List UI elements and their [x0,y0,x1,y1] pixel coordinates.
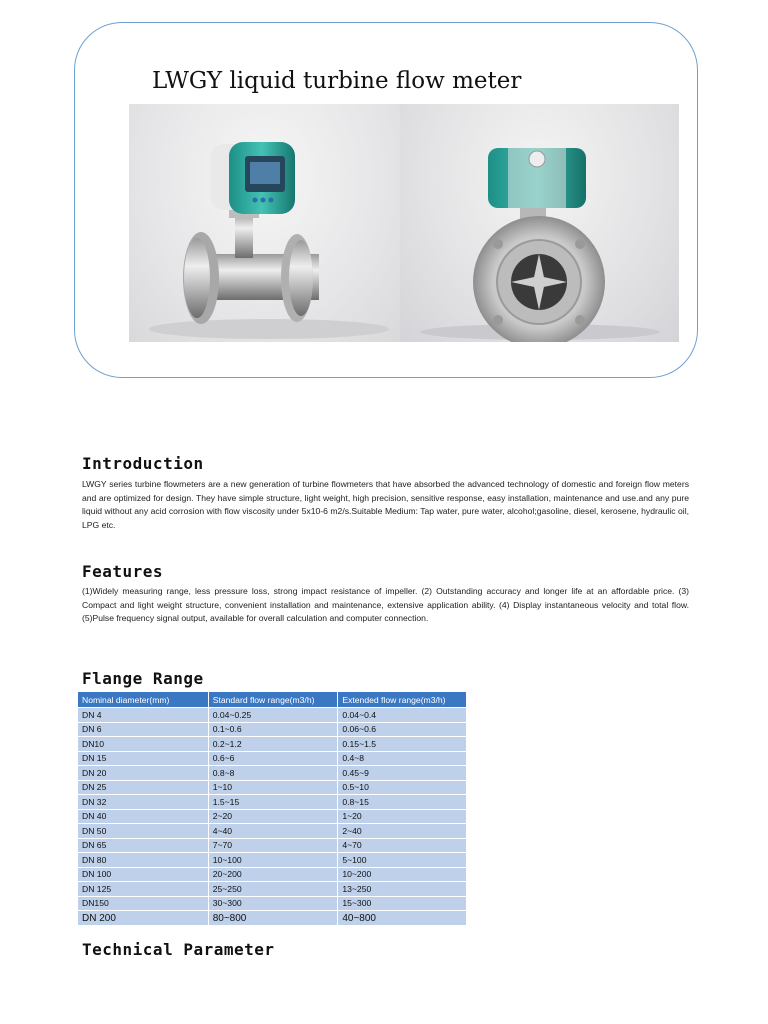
table-cell: 0.8~15 [338,795,467,810]
table-cell: 0.8~8 [208,766,338,781]
table-cell: DN 200 [78,911,209,926]
table-cell: DN 6 [78,722,209,737]
table-cell: DN 25 [78,780,209,795]
table-cell: 0.1~0.6 [208,722,338,737]
table-cell: 0.15~1.5 [338,737,467,752]
table-cell: DN150 [78,896,209,911]
table-cell: 10~200 [338,867,467,882]
technical-parameter-heading: Technical Parameter [82,940,275,959]
table-row [78,896,467,911]
table-row [78,737,467,752]
product-photo-front [400,104,679,342]
table-row [78,722,467,737]
table-cell: DN 50 [78,824,209,839]
table-cell: 0.6~6 [208,751,338,766]
table-cell: DN 15 [78,751,209,766]
table-row [78,853,467,868]
table-cell: 30~300 [208,896,338,911]
table-cell: DN 80 [78,853,209,868]
table-cell: 0.06~0.6 [338,722,467,737]
table-cell: 0.45~9 [338,766,467,781]
table-row [78,867,467,882]
table-cell: 0.4~8 [338,751,467,766]
introduction-heading: Introduction [82,454,204,473]
table-cell: 0.04~0.4 [338,708,467,723]
table-cell: 2~40 [338,824,467,839]
table-row [78,824,467,839]
features-heading: Features [82,562,164,581]
table-cell: 13~250 [338,882,467,897]
table-row [78,766,467,781]
table-cell: DN 65 [78,838,209,853]
flow-meter-front-view-icon [400,104,679,342]
table-cell: 20~200 [208,867,338,882]
table-cell: DN 20 [78,766,209,781]
table-cell: 15~300 [338,896,467,911]
table-header-row [78,692,467,708]
table-cell: 1~10 [208,780,338,795]
page-title: LWGY liquid turbine flow meter [152,68,522,94]
flange-range-table [77,691,467,926]
features-text: (1)Widely measuring range, less pressure loss, strong impact resistance of impeller. (2) Outstanding accuracy and longer life at an affordable price. (3) Compact and light weight structure, convenient installation and maintenance, extensive application ability. (4) Display instantaneous velocity and total flow. (5)Pulse frequency signal output, available for overall calculation and computer connection. [82,586,689,623]
table-cell: 1.5~15 [208,795,338,810]
table-row [78,708,467,723]
table-cell: DN 4 [78,708,209,723]
table-cell: 5~100 [338,853,467,868]
table-row [78,882,467,897]
introduction-text: LWGY series turbine flowmeters are a new generation of turbine flowmeters that have absorbed the advanced technology of domestic and foreign flow meters and are optimized for design. They have simple structure, light weight, high precision, sensitive response, easy installation, maintenance and use.and any pure liquid without any acid corrosion with flow viscosity under 5x10-6 m2/s.Suitable Medium: Tap water, pure water, alcohol;gasoline, diesel, kerosene, hydraulic oil, LPG etc. [82,479,689,530]
table-cell: DN 32 [78,795,209,810]
table-cell: 1~20 [338,809,467,824]
table-cell: DN10 [78,737,209,752]
column-header: Extended flow range(m3/h) [338,692,467,708]
table-row [78,838,467,853]
table-cell: 4~40 [208,824,338,839]
table-cell: 10~100 [208,853,338,868]
table-cell: 4~70 [338,838,467,853]
column-header: Standard flow range(m3/h) [208,692,338,708]
table-row [78,795,467,810]
table-cell: 0.2~1.2 [208,737,338,752]
table-cell: DN 100 [78,867,209,882]
table-cell: 25~250 [208,882,338,897]
flange-range-heading: Flange Range [82,669,204,688]
table-cell: 2~20 [208,809,338,824]
table-cell: 40~800 [338,911,467,926]
table-cell: 80~800 [208,911,338,926]
table-cell: 0.04~0.25 [208,708,338,723]
table-row [78,751,467,766]
product-photo-side [129,104,400,342]
table-row [78,780,467,795]
table-row [78,911,467,926]
table-row [78,809,467,824]
table-cell: DN 40 [78,809,209,824]
table-cell: 0.5~10 [338,780,467,795]
table-cell: DN 125 [78,882,209,897]
column-header: Nominal diameter(mm) [78,692,209,708]
flow-meter-side-view-icon [129,104,400,342]
table-cell: 7~70 [208,838,338,853]
